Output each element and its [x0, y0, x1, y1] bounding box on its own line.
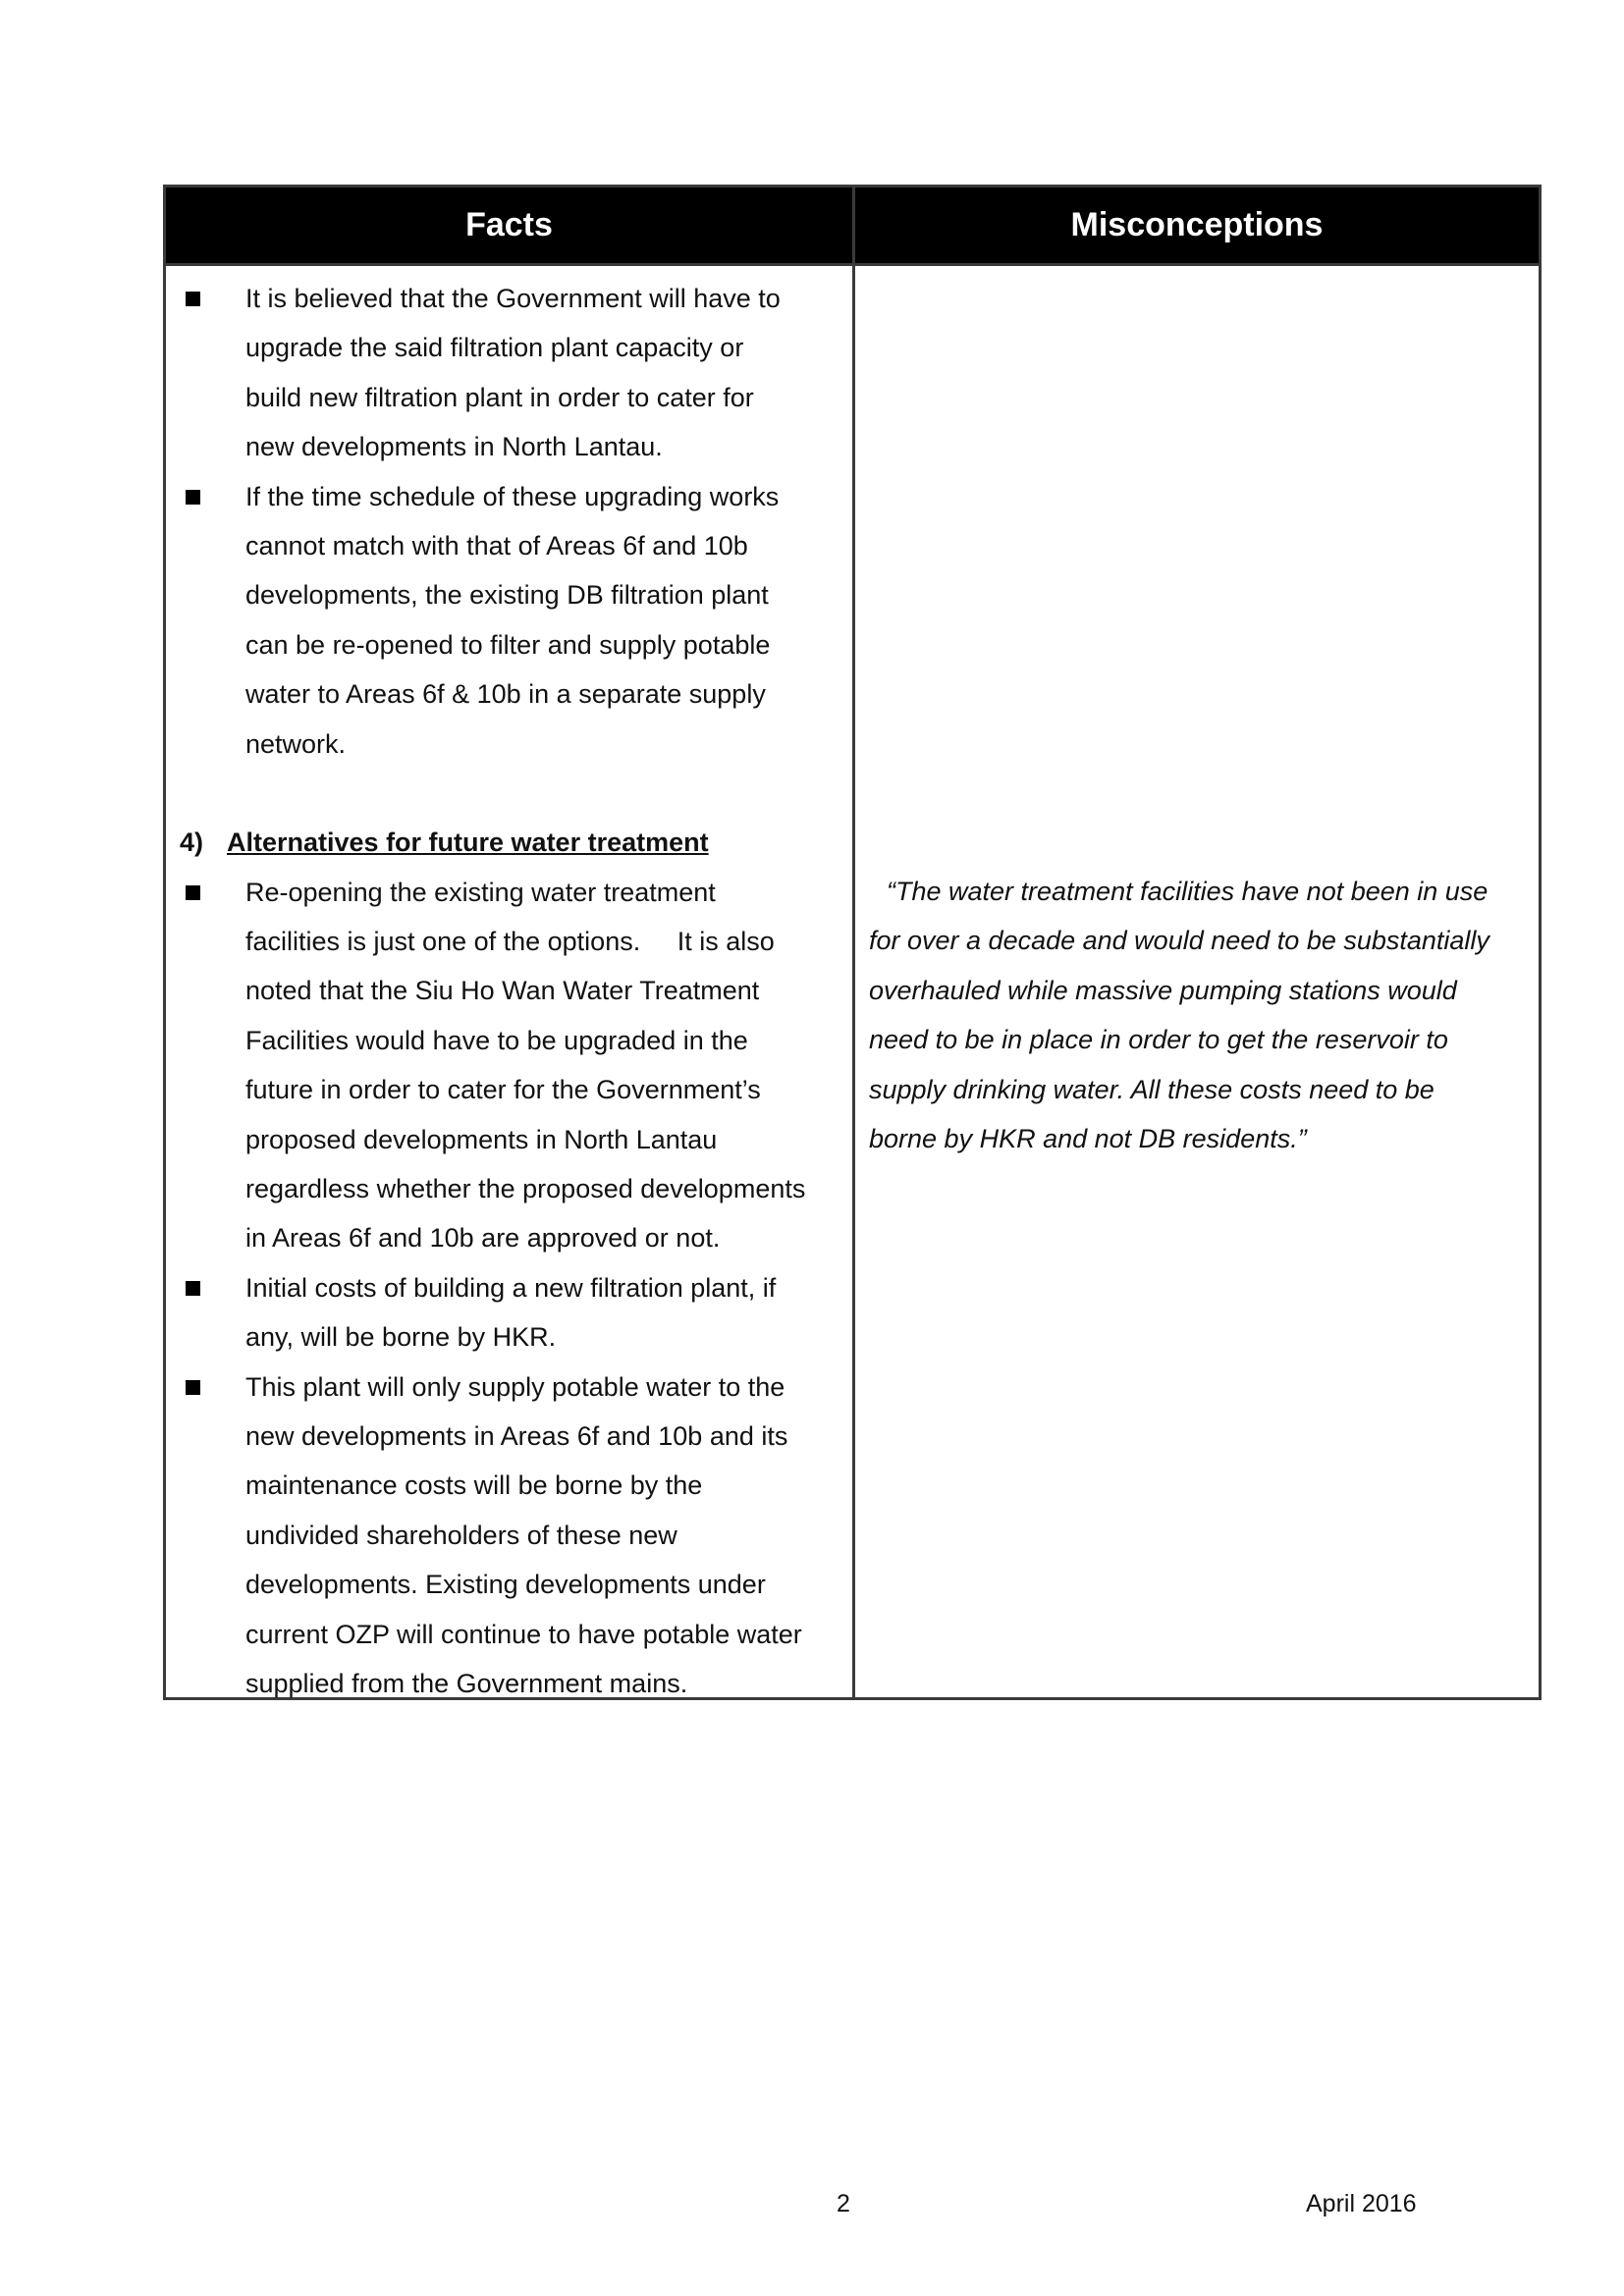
quote-line: supply drinking water. All these costs need to be [869, 1074, 1435, 1104]
fact-line: water to Areas 6f & 10b in a separate supply [245, 679, 766, 710]
fact-line: Re-opening the existing water treatment [245, 877, 716, 907]
fact-bullet-item [166, 1362, 852, 1412]
fact-line: proposed developments in North Lantau [245, 1124, 718, 1154]
misconceptions-cell [855, 263, 1539, 1697]
square-bullet-icon [186, 292, 200, 306]
square-bullet-icon [186, 490, 200, 505]
fact-line: developments, the existing DB filtration plant [245, 580, 769, 611]
fact-line: supplied from the Government mains. [245, 1668, 688, 1698]
fact-line: new developments in Areas 6f and 10b and its [245, 1420, 788, 1451]
facts-cell [166, 263, 855, 1697]
fact-line: in Areas 6f and 10b are approved or not. [245, 1223, 721, 1254]
facts-content [166, 274, 852, 1708]
facts-header [166, 187, 855, 263]
fact-line: future in order to cater for the Government’s [245, 1075, 761, 1105]
quote-line: need to be in place in order to get the reservoir to [869, 1025, 1448, 1055]
section-number: 4) [180, 828, 204, 858]
fact-line: current OZP will continue to have potable water [245, 1619, 802, 1649]
fact-line: build new filtration plant in order to cater for [245, 382, 754, 412]
fact-line: maintenance costs will be borne by the [245, 1470, 703, 1501]
quote-line: borne by HKR and not DB residents.” [869, 1123, 1307, 1153]
fact-line: If the time schedule of these upgrading works [245, 481, 780, 511]
quote-line: overhauled while massive pumping stations would [869, 975, 1457, 1005]
misconception-quote [869, 867, 1529, 1163]
footer-date: April 2016 [1306, 2190, 1417, 2217]
misconceptions-header-label: Misconceptions [1070, 206, 1324, 243]
page-number: 2 [837, 2190, 850, 2217]
section-heading [166, 818, 852, 867]
fact-line: regardless whether the proposed developments [245, 1174, 806, 1204]
fact-line: cannot match with that of Areas 6f and 10b [245, 530, 748, 561]
fact-bullet-item [166, 274, 852, 323]
facts-misconceptions-table [163, 185, 1542, 1700]
fact-line: any, will be borne by HKR. [245, 1322, 557, 1353]
fact-line: Initial costs of building a new filtration plant, if [245, 1272, 777, 1303]
fact-line: can be re-opened to filter and supply potable [245, 629, 771, 660]
section-title: Alternatives for future water treatment [227, 828, 709, 858]
fact-line: new developments in North Lantau. [245, 432, 663, 462]
misconceptions-header [855, 187, 1539, 263]
fact-line: Facilities would have to be upgraded in the [245, 1025, 748, 1055]
fact-bullet-item [166, 868, 852, 917]
facts-header-label: Facts [465, 206, 553, 243]
fact-bullet-item [166, 1263, 852, 1312]
fact-line: developments. Existing developments under [245, 1570, 766, 1600]
fact-bullet-item [166, 472, 852, 521]
square-bullet-icon [186, 885, 200, 900]
quote-line: for over a decade and would need to be substantially [869, 926, 1489, 956]
fact-line: It is believed that the Government will have to [245, 284, 781, 313]
fact-line: upgrade the said filtration plant capacity or [245, 333, 744, 363]
square-bullet-icon [186, 1380, 200, 1395]
fact-line: This plant will only supply potable water to the [245, 1371, 785, 1402]
fact-line: network. [245, 728, 347, 759]
fact-line: noted that the Siu Ho Wan Water Treatment [245, 976, 760, 1006]
fact-line: undivided shareholders of these new [245, 1520, 677, 1550]
square-bullet-icon [186, 1281, 200, 1296]
quote-line: “The water treatment facilities have not been in use [887, 877, 1489, 906]
fact-line: facilities is just one of the options. It is also [245, 927, 775, 957]
spacer [166, 769, 852, 818]
